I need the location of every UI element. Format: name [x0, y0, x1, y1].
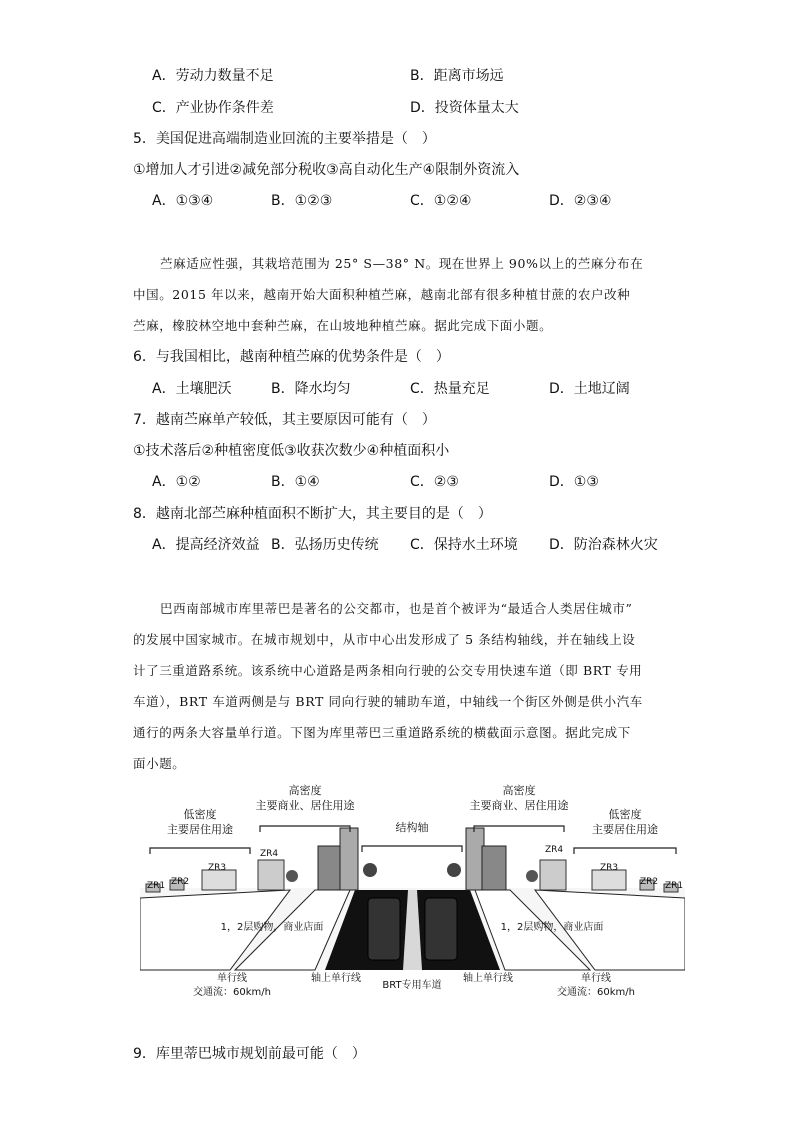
passage2-line-1: 巴西南部城市库里蒂巴是著名的公交都市，也是首个被评为“最适合人类居住城市” — [160, 601, 633, 616]
label-axis-one-way-left: 轴上单行线 — [311, 973, 361, 984]
bracket-high-density-left — [260, 826, 350, 832]
tree-icon — [286, 870, 298, 882]
label-commercial-left: 主要商业、居住用途 — [255, 799, 355, 812]
q6-stem: 6．与我国相比，越南种植苎麻的优势条件是（ ） — [133, 349, 450, 365]
q7-stem: 7．越南苎麻单产较低，其主要原因可能有（ ） — [133, 412, 436, 428]
q7-option-a: A．①② — [152, 474, 201, 490]
label-axis-one-way-right: 轴上单行线 — [463, 973, 513, 984]
road-cross-section-figure — [140, 780, 685, 1002]
brt-bus-left — [368, 898, 400, 960]
q5-option-b: B．①②③ — [271, 193, 333, 209]
label-one-way-right: 单行线 — [581, 973, 611, 984]
q8-stem: 8．越南北部苎麻种植面积不断扩大，其主要目的是（ ） — [133, 506, 492, 522]
bracket-axis — [362, 846, 462, 852]
q5-option-d: D．②③④ — [549, 193, 612, 209]
q7-option-b: B．①④ — [271, 474, 320, 490]
passage2-line-4: 车道），BRT 车道两侧是与 BRT 同向行驶的辅助车道，中轴线一个街区外侧是供小汽车 — [133, 694, 643, 709]
passage2-line-2: 的发展中国家城市。在城市规划中，从市中心出发形成了 5 条结构轴线，并在轴线上设 — [133, 632, 636, 647]
passage1-line-1: 苎麻适应性强，其栽培范围为 25° S—38° N。现在世界上 90%以上的苎麻分布在 — [160, 256, 644, 271]
q6-option-d: D．土地辽阔 — [549, 381, 630, 397]
high-rise-right — [482, 846, 506, 890]
label-zr2-left: ZR2 — [171, 877, 190, 887]
q9-stem: 9．库里蒂巴城市规划前最可能（ ） — [133, 1046, 366, 1062]
q5-option-a: A．①③④ — [152, 193, 214, 209]
bracket-low-density-left — [150, 848, 250, 854]
q4-option-a: A．劳动力数量不足 — [152, 68, 274, 84]
label-zr4-left: ZR4 — [260, 849, 279, 859]
label-one-way-left: 单行线 — [217, 973, 247, 984]
label-high-density-right: 高密度 — [502, 784, 536, 797]
q4-option-d: D．投资体量太大 — [410, 100, 519, 116]
q4-option-c: C．产业协作条件差 — [152, 100, 274, 116]
q8-option-b: B．弘扬历史传统 — [271, 537, 379, 553]
zr3-building-right — [592, 870, 626, 890]
passage1-line-2: 中国。2015 年以来，越南开始大面积种植苎麻，越南北部有很多种植甘蔗的农户改种 — [133, 287, 631, 302]
label-zr1-right: ZR1 — [665, 881, 684, 891]
label-shops-right: 1，2层购物，商业店面 — [500, 922, 604, 933]
label-traffic-left: 交通流：60km/h — [193, 987, 271, 998]
label-residential-right: 主要居住用途 — [592, 823, 658, 836]
tree-icon — [526, 870, 538, 882]
q5-stem: 5．美国促进高端制造业回流的主要举措是（ ） — [133, 131, 436, 147]
q7-option-d: D．①③ — [549, 474, 599, 490]
label-axis: 结构轴 — [395, 821, 429, 834]
q4-option-b: B．距离市场远 — [410, 68, 504, 84]
tower-left — [340, 828, 358, 890]
label-brt-lane: BRT专用车道 — [382, 980, 442, 991]
passage2-line-5: 通行的两条大容量单行道。下图为库里蒂巴三重道路系统的横截面示意图。据此完成下 — [133, 725, 631, 740]
zr4-building-left — [258, 860, 284, 890]
high-rise-left — [318, 846, 342, 890]
label-zr2-right: ZR2 — [640, 877, 659, 887]
label-high-density-left: 高密度 — [288, 784, 322, 797]
q5-items: ①增加人才引进②减免部分税收③高自动化生产④限制外资流入 — [133, 162, 520, 178]
bracket-high-density-right — [474, 826, 564, 832]
label-shops-left: 1，2层购物，商业店面 — [220, 922, 324, 933]
tree-icon — [363, 863, 377, 877]
label-zr1-left: ZR1 — [147, 881, 166, 891]
label-commercial-right: 主要商业、居住用途 — [469, 799, 569, 812]
q5-option-c: C．①②④ — [410, 193, 472, 209]
label-low-density-left: 低密度 — [183, 808, 217, 821]
label-residential-left: 主要居住用途 — [167, 823, 233, 836]
passage2-line-3: 计了三重道路系统。该系统中心道路是两条相向行驶的公交专用快速车道（即 BRT 专用 — [133, 663, 643, 678]
q7-option-c: C．②③ — [410, 474, 459, 490]
bracket-low-density-right — [574, 848, 676, 854]
q6-option-b: B．降水均匀 — [271, 381, 351, 397]
passage2-line-6: 面小题。 — [133, 756, 186, 771]
passage1-line-3: 苎麻，橡胶林空地中套种苎麻，在山坡地种植苎麻。据此完成下面小题。 — [133, 318, 553, 333]
label-zr3-left: ZR3 — [208, 863, 227, 873]
label-traffic-right: 交通流：60km/h — [557, 987, 635, 998]
q7-items: ①技术落后②种植密度低③收获次数少④种植面积小 — [133, 443, 450, 459]
q8-option-a: A．提高经济效益 — [152, 537, 260, 553]
label-zr4-right: ZR4 — [545, 845, 564, 855]
zr3-building-left — [202, 870, 236, 890]
brt-bus-right — [425, 898, 457, 960]
tree-icon — [447, 863, 461, 877]
q6-option-c: C．热量充足 — [410, 381, 490, 397]
q8-option-d: D．防治森林火灾 — [549, 537, 658, 553]
zr4-building-right — [540, 860, 566, 890]
q6-option-a: A．土壤肥沃 — [152, 381, 232, 397]
label-zr3-right: ZR3 — [600, 863, 619, 873]
label-low-density-right: 低密度 — [608, 808, 642, 821]
tower-right — [466, 828, 484, 890]
q8-option-c: C．保持水土环境 — [410, 537, 518, 553]
